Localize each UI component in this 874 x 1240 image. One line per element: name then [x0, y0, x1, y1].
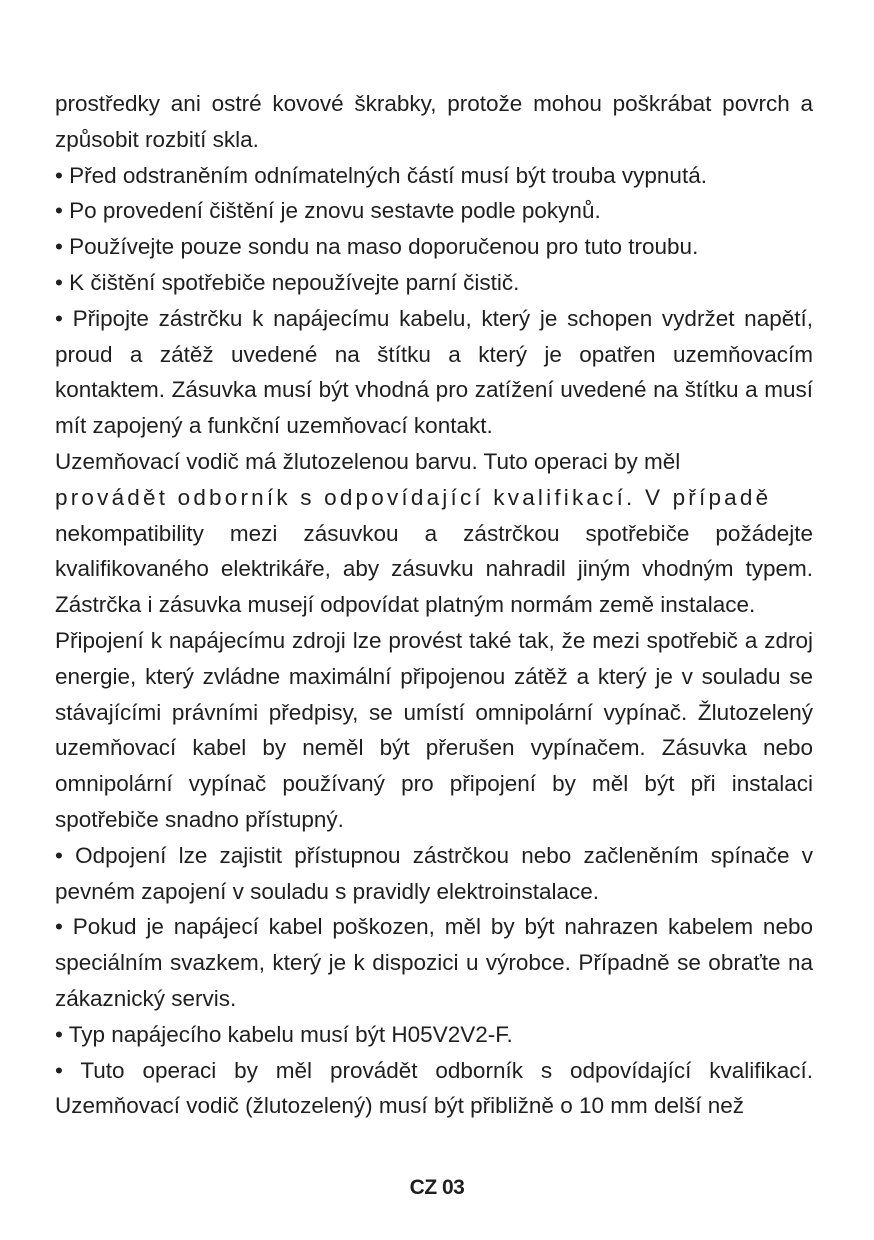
bullet-remove-parts: • Před odstraněním odnímatelných částí musí být trouba vypnutá.: [55, 162, 707, 188]
bullet-earth-wire-length: • Tuto operaci by měl provádět odborník s odpovídající kvalifikací. Uzemňovací vodič (žlutozelený) musí být přibližně o 10 mm delší než: [55, 1057, 813, 1119]
bullet-reassemble: • Po provedení čištění je znovu sestavte podle pokynů.: [55, 198, 601, 224]
bullet-damaged-cable: • Pokud je napájecí kabel poškozen, měl by být nahrazen kabelem nebo speciálním svazkem, který je k dispozici u výrobce. Případně se obraťte na zákaznický servis.: [55, 914, 813, 1011]
bullet-disconnection: • Odpojení lze zajistit přístupnou zástrčkou nebo začleněním spínače v pevném zapojení v souladu s pravidly elektroinstalace.: [55, 842, 813, 904]
paragraph-continuation: prostředky ani ostré kovové škrabky, protože mohou poškrábat povrch a způsobit rozbití skla.: [55, 91, 813, 152]
bullet-cable-type: • Typ napájecího kabelu musí být H05V2V2-F.: [55, 1021, 513, 1047]
paragraph-incompatibility: nekompatibility mezi zásuvkou a zástrčkou spotřebiče požádejte kvalifikovaného elektrikáře, aby zásuvku nahradil jiným vhodným typem. Zástrčka i zásuvka musejí odpovídat platným normám země instalace.: [55, 520, 813, 618]
paragraph-earth-wire: Uzemňovací vodič má žlutozelenou barvu. Tuto operaci by měl: [55, 448, 681, 474]
bullet-meat-probe: • Používejte pouze sondu na maso doporučenou pro tuto troubu.: [55, 234, 699, 260]
paragraph-omnipolar-switch: Připojení k napájecímu zdroji lze provést také tak, že mezi spotřebič a zdroj energie, který zvládne maximální připojenou zátěž a který je v souladu se stávajícími právními předpisy, se umístí omnipolární vypínač. Žlutozelený uzemňovací kabel by neměl být přerušen vypínačem. Zásuvka nebo omnipolární vypínač používaný pro připojení by měl být při instalaci spotřebiče snadno přístupný.: [55, 627, 813, 832]
bullet-no-steam-cleaner: • K čištění spotřebiče nepoužívejte parní čistič.: [55, 269, 520, 295]
page-number: CZ 03: [409, 1176, 465, 1199]
bullet-plug-connection: • Připojte zástrčku k napájecímu kabelu, který je schopen vydržet napětí, proud a zátěž uvedené na štítku a který je opatřen uzemňovacím kontaktem. Zásuvka musí být vhodná pro zatížení uvedené na štítku a musí mít zapojený a funkční uzemňovací kontakt.: [55, 305, 813, 439]
page-body: [55, 86, 813, 1124]
paragraph-qualified-person: provádět odborník s odpovídající kvalifikací. V případě: [55, 484, 772, 510]
